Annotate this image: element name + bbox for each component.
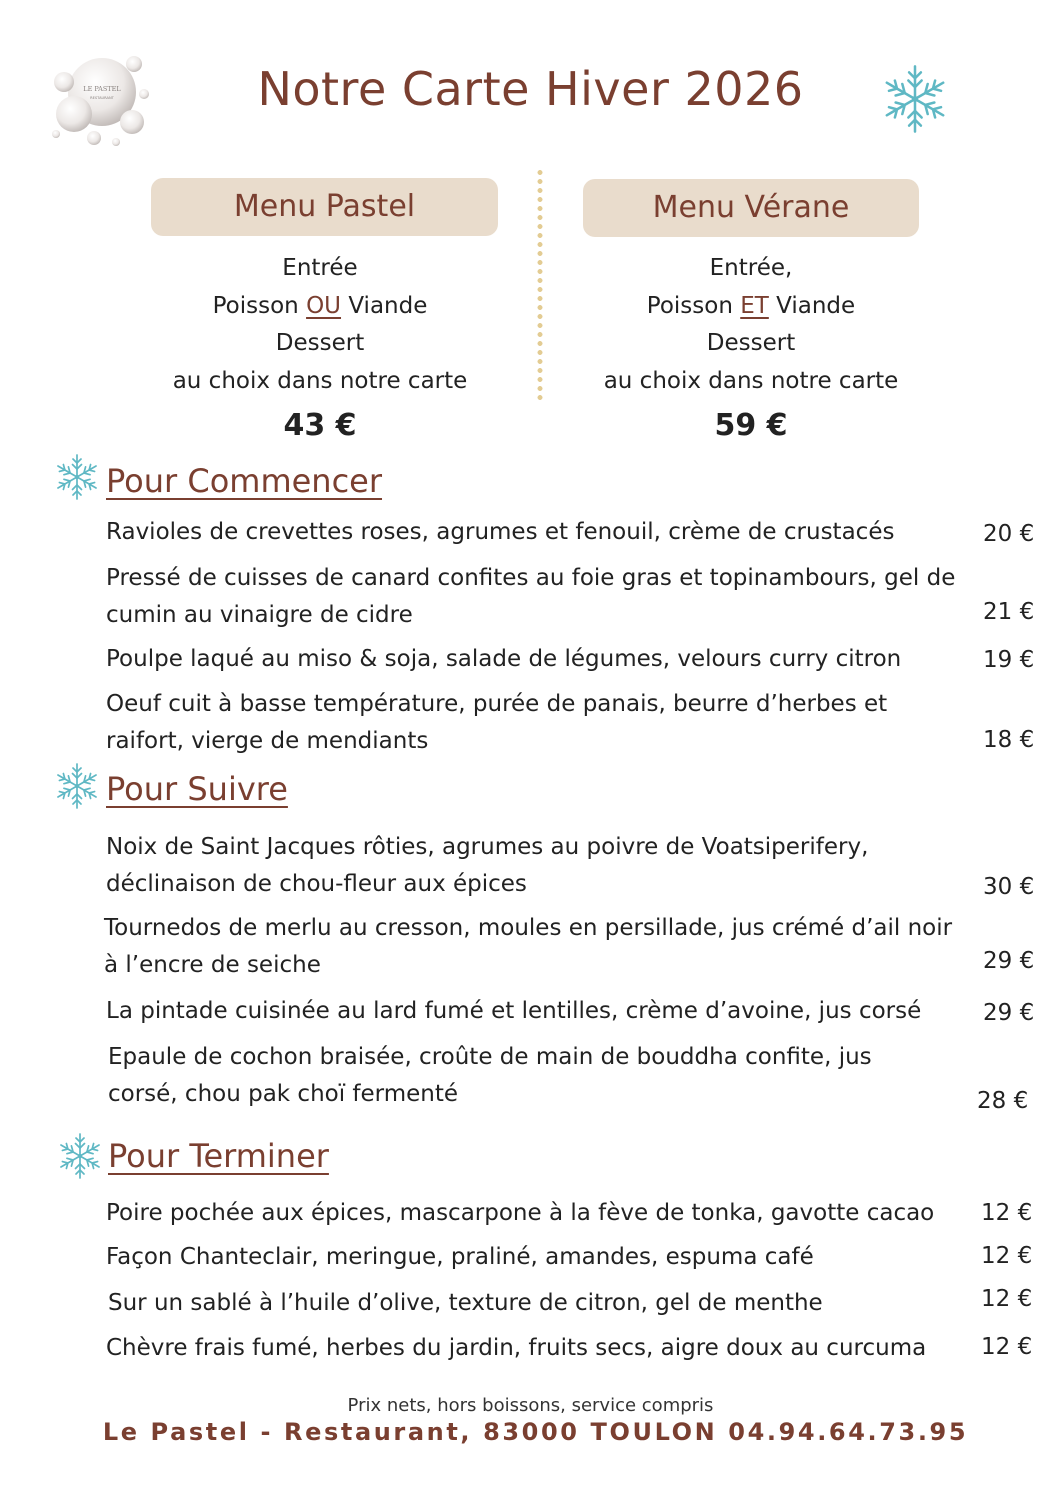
section-title-starters: Pour Commencer — [106, 462, 383, 500]
page-title: Notre Carte Hiver 2026 — [257, 62, 804, 116]
dish-price: 12 € — [981, 1286, 1033, 1312]
menu-price: 59 € — [714, 408, 788, 443]
menu-price: 43 € — [283, 408, 357, 443]
section-title-desserts: Pour Terminer — [108, 1137, 329, 1175]
dish-price: 12 € — [981, 1200, 1033, 1226]
dish-price: 12 € — [981, 1334, 1033, 1360]
menu-line: Poisson ET Viande — [646, 292, 856, 319]
menu-line: au choix dans notre carte — [172, 367, 468, 394]
dish-price: 30 € — [983, 874, 1035, 900]
menu-line: Entrée, — [709, 255, 793, 281]
dish-price: 19 € — [983, 647, 1035, 673]
dish-price: 20 € — [983, 521, 1035, 547]
dotted-divider — [537, 168, 543, 404]
dish-name: Sur un sablé à l’huile d’olive, texture de citron, gel de menthe — [108, 1290, 823, 1316]
menu-pastel-title: Menu Pastel — [151, 178, 498, 236]
dish-price: 29 € — [983, 1000, 1035, 1026]
snowflake-icon — [55, 1131, 105, 1181]
snowflake-icon — [52, 452, 102, 502]
menu-verane-details — [562, 250, 940, 452]
dish-name: Epaule de cochon braisée, croûte de main de bouddha confite, jus corsé, chou pak choï fermenté — [108, 1044, 872, 1107]
menu-line: Entrée — [282, 255, 358, 281]
dish-price: 29 € — [983, 948, 1035, 974]
dish-name: Poulpe laqué au miso & soja, salade de légumes, velours curry citron — [106, 646, 902, 672]
snowflake-icon — [52, 761, 102, 811]
menu-line: au choix dans notre carte — [603, 367, 899, 394]
dish-price: 18 € — [983, 727, 1035, 753]
footer-note: Prix nets, hors boissons, service compris — [347, 1395, 714, 1416]
dish-price: 21 € — [983, 599, 1035, 625]
dish-price: 28 € — [977, 1088, 1029, 1114]
logo-subtext: RESTAURANT — [90, 96, 114, 100]
dish-name: Ravioles de crevettes roses, agrumes et fenouil, crème de crustacés — [106, 519, 895, 545]
snowflake-icon — [878, 62, 952, 136]
menu-verane-title: Menu Vérane — [583, 179, 919, 237]
dish-name: Chèvre frais fumé, herbes du jardin, fruits secs, aigre doux au curcuma — [106, 1335, 927, 1361]
dish-name: Pressé de cuisses de canard confites au foie gras et topinambours, gel de cumin au vinaigre de cidre — [106, 565, 956, 628]
menu-pastel-details — [130, 250, 510, 452]
dish-name: Oeuf cuit à basse température, purée de panais, beurre d’herbes et raifort, vierge de mendiants — [106, 691, 888, 754]
dish-name: Façon Chanteclair, meringue, praliné, amandes, espuma café — [106, 1244, 814, 1270]
section-title-mains: Pour Suivre — [106, 770, 288, 808]
menu-line: Poisson OU Viande — [212, 292, 428, 319]
menu-line: Dessert — [275, 330, 365, 356]
dish-name: Noix de Saint Jacques rôties, agrumes au poivre de Voatsiperifery, déclinaison de chou-fleur aux épices — [106, 834, 869, 897]
choice-keyword: ET — [740, 292, 769, 319]
dish-price: 12 € — [981, 1243, 1033, 1269]
menu-line: Dessert — [706, 330, 796, 356]
footer-contact: Le Pastel - Restaurant, 83000 TOULON 04.94.64.73.95 — [102, 1418, 969, 1446]
dish-name: Poire pochée aux épices, mascarpone à la fève de tonka, gavotte cacao — [106, 1200, 935, 1226]
dish-name: La pintade cuisinée au lard fumé et lentilles, crème d’avoine, jus corsé — [106, 998, 922, 1024]
dish-name: Tournedos de merlu au cresson, moules en persillade, jus crémé d’ail noir à l’encre de seiche — [104, 915, 953, 978]
logo-text: LE PASTEL — [83, 85, 121, 93]
choice-keyword: OU — [306, 292, 342, 319]
